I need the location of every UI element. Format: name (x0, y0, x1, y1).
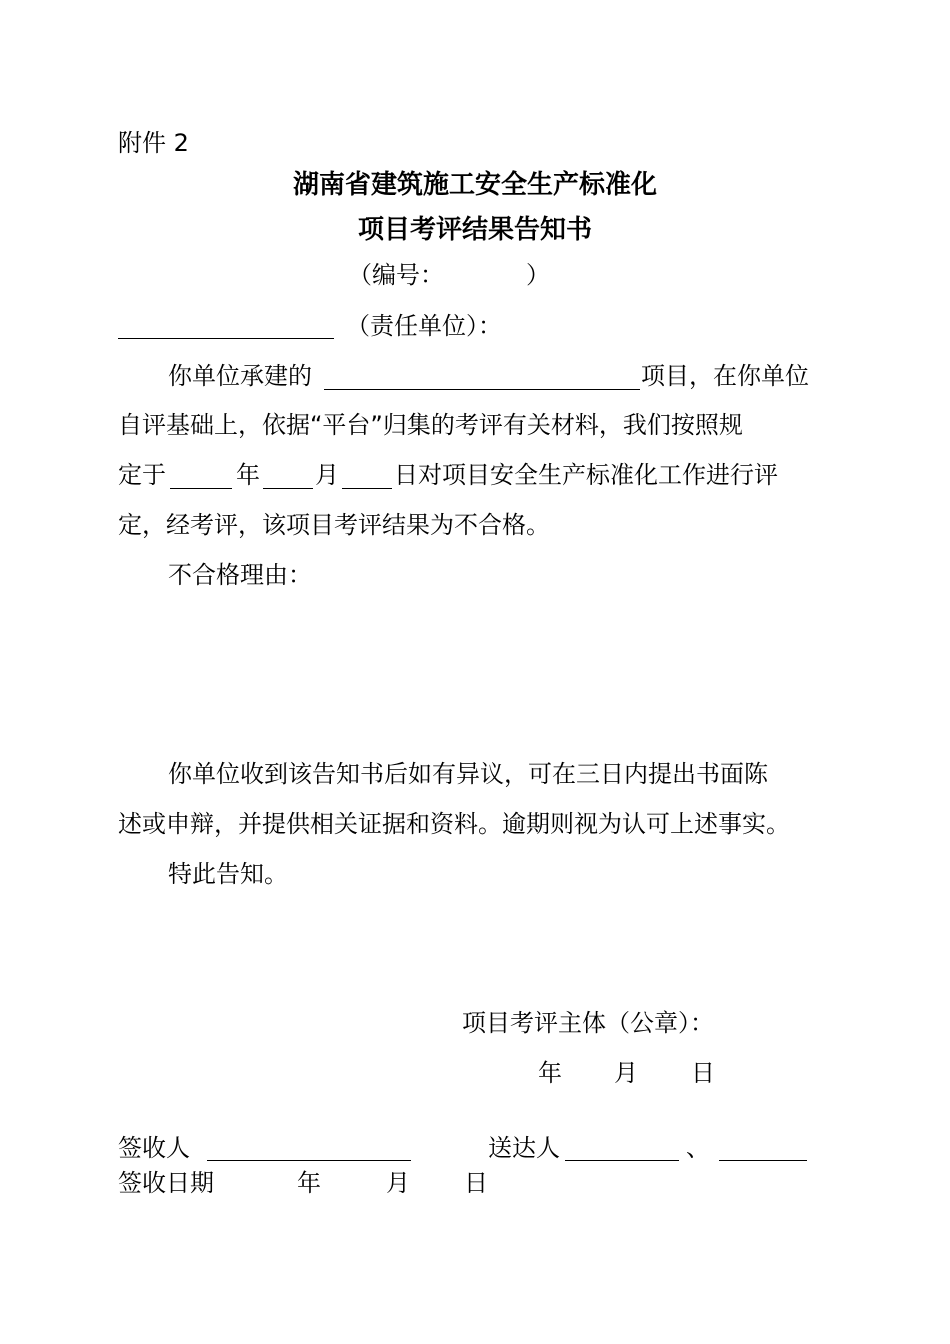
eval-month-label: 月 (315, 461, 339, 489)
para1-line3-prefix: 定于 (118, 461, 166, 489)
para1-line3-suffix: 日对项目安全生产标准化工作进行评 (394, 461, 778, 489)
deliverer-blank-1 (565, 1160, 679, 1161)
para2-line2: 述或申辩，并提供相关证据和资料。逾期则视为认可上述事实。 (118, 810, 790, 838)
reason-label: 不合格理由： (168, 561, 312, 589)
para1-line1-suffix: 项目，在你单位 (641, 362, 809, 390)
number-label: （编号： (348, 261, 444, 289)
number-close-paren: ） (526, 261, 550, 289)
eval-year-label: 年 (236, 461, 260, 489)
receipt-day: 日 (464, 1169, 488, 1197)
para2-line1: 你单位收到该告知书后如有异议，可在三日内提出书面陈 (168, 760, 768, 788)
document-title-line1: 湖南省建筑施工安全生产标准化 (292, 170, 657, 200)
document-title-line2: 项目考评结果告知书 (357, 215, 592, 245)
deliverer-label: 送达人 (488, 1134, 560, 1162)
deliverer-separator: 、 (686, 1134, 710, 1162)
signature-month: 月 (614, 1059, 638, 1087)
project-name-blank (324, 389, 640, 390)
receipt-month: 月 (386, 1169, 410, 1197)
recipient-label: （责任单位）： (346, 312, 502, 340)
attachment-label: 附件 2 (118, 129, 189, 157)
para1-line2: 自评基础上，依据“平台”归集的考评有关材料，我们按照规 (118, 411, 743, 439)
eval-day-blank (342, 488, 392, 489)
signature-day: 日 (691, 1059, 715, 1087)
receipt-date-label: 签收日期 (118, 1169, 214, 1197)
receipt-year: 年 (297, 1169, 321, 1197)
para1-line4: 定，经考评，该项目考评结果为不合格。 (118, 511, 550, 539)
para1-line1-prefix: 你单位承建的 (168, 362, 312, 390)
issuer-label: 项目考评主体（公章）： (462, 1009, 714, 1037)
deliverer-blank-2 (719, 1160, 807, 1161)
eval-month-blank (263, 488, 313, 489)
eval-year-blank (170, 488, 232, 489)
signature-year: 年 (538, 1059, 562, 1087)
notice-close: 特此告知。 (168, 860, 288, 888)
receiver-label: 签收人 (118, 1134, 190, 1162)
receiver-blank (207, 1160, 411, 1161)
recipient-blank (118, 338, 334, 339)
